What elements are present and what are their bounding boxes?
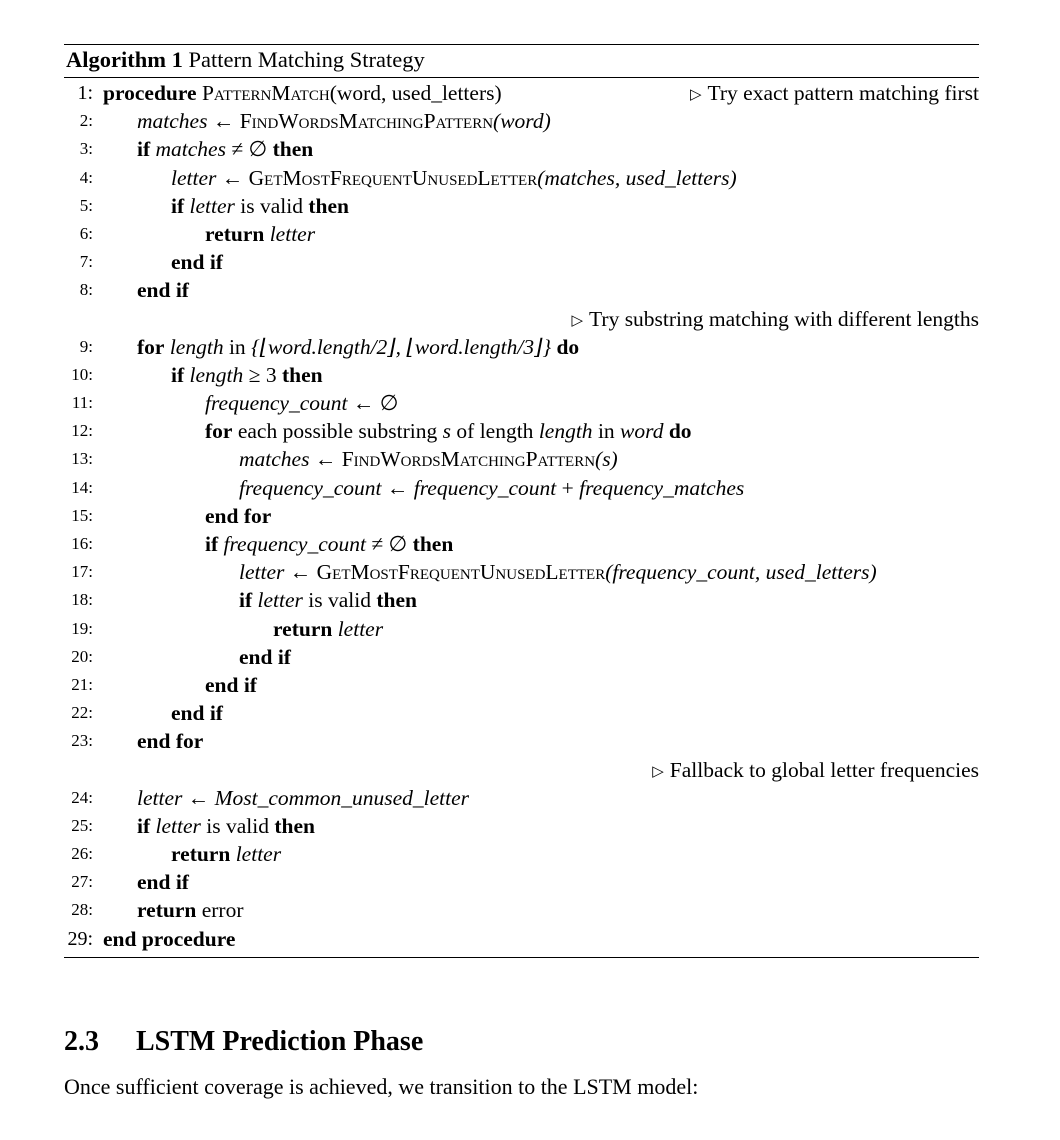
keyword-then: then [272, 137, 314, 162]
line-code [205, 220, 315, 248]
line-code [239, 445, 618, 473]
algorithm-line [64, 474, 979, 502]
keyword-do: do [668, 419, 692, 444]
text-in: in [228, 334, 246, 359]
line-code [205, 671, 257, 699]
operator: ≠ ∅ [231, 137, 268, 162]
algorithm-comment [571, 305, 979, 336]
line-number: 4: [79, 167, 93, 187]
keyword-end-if: end if [137, 870, 189, 895]
operator: ≠ ∅ [371, 532, 408, 556]
keyword-end-if: end if [205, 672, 257, 697]
line-number: 22: [71, 703, 93, 723]
var-letter: letter [155, 813, 201, 838]
keyword-if: if [239, 588, 253, 613]
line-number: 14: [71, 477, 93, 497]
line-number: 23: [71, 731, 93, 751]
var-matches: matches [155, 137, 226, 162]
keyword-end-procedure: end procedure [103, 926, 236, 951]
set-expression: {⌊word.length/2⌋, ⌊word.length/3⌋} [251, 334, 552, 359]
var-letter: letter [239, 560, 285, 585]
var-s: s [442, 419, 452, 444]
comment-text: Fallback to global letter frequencies [669, 757, 979, 782]
var-letter: letter [189, 193, 235, 218]
function-args: (frequency_count, used_letters) [605, 560, 877, 585]
function-name: GetMostFrequentUnusedLetter [248, 165, 538, 190]
algorithm-line [64, 220, 979, 248]
empty-set: ∅ [379, 391, 399, 416]
assign-arrow: ← [352, 391, 375, 416]
assign-arrow: ← [221, 165, 244, 190]
keyword-end-if: end if [239, 644, 291, 669]
comment-triangle-icon: ▷ [689, 87, 702, 103]
keyword-end-if: end if [171, 701, 223, 726]
var-letter: letter [235, 842, 282, 867]
line-code [171, 248, 223, 276]
line-code [137, 868, 189, 896]
line-code [171, 699, 223, 727]
bottom-rule [64, 957, 979, 958]
algorithm-line [64, 868, 979, 896]
line-number: 8: [79, 280, 93, 300]
section-paragraph: Once sufficient coverage is achieved, we transition to the LSTM model: [64, 1074, 699, 1099]
line-code [103, 79, 502, 107]
algorithm-line [64, 840, 979, 868]
algorithm-line [64, 417, 979, 445]
algorithm-comment-line [64, 305, 979, 333]
function-args: (matches, used_letters) [537, 165, 737, 190]
keyword-procedure: procedure [103, 81, 197, 105]
algorithm-line [64, 248, 979, 276]
algorithm-line [64, 361, 979, 389]
comment-triangle-icon: ▷ [652, 763, 664, 780]
line-number: 15: [71, 505, 93, 525]
algorithm-caption [64, 45, 979, 77]
function-name: FindWordsMatchingPattern [239, 109, 494, 134]
algorithm-line [64, 615, 979, 643]
line-code [137, 896, 243, 924]
line-number: 24: [71, 787, 93, 807]
function-args: (s) [595, 447, 618, 472]
line-number: 27: [71, 872, 93, 892]
keyword-if: if [171, 362, 185, 387]
var-length: length [538, 419, 593, 444]
algorithm-line [64, 643, 979, 671]
keyword-for: for [205, 419, 233, 444]
line-code [137, 333, 579, 361]
keyword-end-for: end for [137, 729, 204, 754]
algorithm-line [64, 333, 979, 361]
line-number: 9: [79, 336, 93, 356]
algorithm-line [64, 276, 979, 304]
var-frequency-count: frequency_count [223, 532, 366, 556]
keyword-end-if: end if [171, 250, 223, 275]
text-error: error [201, 898, 244, 923]
text-for-each: each possible substring [237, 419, 438, 444]
var-length: length [169, 334, 224, 359]
var-word: word [620, 419, 664, 444]
section-title: LSTM Prediction Phase [136, 1026, 424, 1057]
keyword-then: then [412, 532, 454, 556]
algorithm-line [64, 530, 979, 558]
algorithm-line [64, 586, 979, 614]
keyword-if: if [205, 532, 219, 556]
algorithm-comment [690, 79, 979, 110]
var-frequency-matches: frequency_matches [579, 475, 745, 500]
var-matches: matches [239, 447, 310, 472]
algorithm-line [64, 135, 979, 163]
function-args: (word) [493, 109, 551, 134]
keyword-do: do [556, 334, 580, 359]
algorithm-line [64, 699, 979, 727]
section-number: 2.3 [64, 1026, 99, 1057]
assign-arrow: ← [289, 560, 312, 585]
var-frequency-count: frequency_count [413, 475, 557, 500]
operator-plus: + [561, 475, 574, 500]
algorithm-line [64, 896, 979, 924]
line-number: 1: [77, 82, 93, 104]
algorithm-line [64, 389, 979, 417]
algorithm-label: Algorithm 1 [66, 47, 183, 72]
line-code [137, 276, 189, 304]
procedure-params: (word, used_letters) [329, 81, 502, 105]
text-is-valid: is valid [308, 588, 371, 613]
line-code [171, 840, 281, 868]
operator: ≥ 3 [248, 362, 277, 387]
text-is-valid: is valid [206, 813, 269, 838]
text-of-length: of length [456, 419, 534, 444]
line-number: 25: [71, 815, 93, 835]
keyword-end-if: end if [137, 278, 189, 303]
algorithm-line [64, 445, 979, 473]
algorithm-line [64, 107, 979, 135]
comment-text: Try substring matching with different lengths [589, 306, 979, 331]
procedure-name: PatternMatch [201, 81, 330, 105]
keyword-return: return [137, 898, 197, 923]
line-number: 5: [79, 195, 93, 215]
line-code [205, 417, 692, 445]
assign-arrow: ← [212, 109, 235, 134]
section-heading [64, 1026, 423, 1058]
algorithm-comment-line [64, 756, 979, 784]
line-code [239, 474, 744, 502]
line-code [171, 192, 349, 220]
var-letter: letter [269, 221, 316, 246]
line-number: 12: [71, 421, 93, 441]
keyword-return: return [171, 842, 231, 867]
line-number: 6: [79, 223, 93, 243]
line-number: 3: [79, 139, 93, 159]
keyword-if: if [171, 193, 185, 218]
var-matches: matches [137, 109, 208, 134]
assign-arrow: ← [386, 475, 409, 500]
line-code [137, 812, 315, 840]
algorithm-line [64, 558, 979, 586]
keyword-then: then [274, 813, 315, 838]
var-most-common: Most_common_unused_letter [214, 785, 470, 810]
line-number: 13: [71, 449, 93, 469]
line-number: 16: [71, 534, 93, 553]
assign-arrow: ← [314, 447, 337, 472]
var-letter: letter [257, 588, 303, 613]
line-number: 7: [79, 252, 93, 272]
line-number: 11: [71, 393, 93, 413]
line-number: 19: [71, 618, 93, 638]
keyword-end-for: end for [205, 503, 272, 528]
algorithm-comment [652, 756, 979, 787]
line-code [205, 389, 398, 417]
line-code [171, 361, 323, 389]
line-code [239, 586, 417, 614]
line-number: 17: [71, 562, 93, 582]
function-name: FindWordsMatchingPattern [341, 447, 596, 472]
keyword-then: then [308, 193, 349, 218]
line-code [239, 558, 877, 586]
line-code [137, 784, 469, 812]
line-code [137, 135, 313, 163]
line-code [205, 502, 271, 530]
algorithm-line [64, 812, 979, 840]
algorithm-line [64, 79, 979, 107]
line-code [205, 530, 453, 558]
var-frequency-count: frequency_count [205, 391, 348, 416]
algorithm-lines [64, 78, 979, 957]
keyword-then: then [376, 588, 417, 613]
keyword-return: return [273, 616, 333, 641]
line-number: 18: [71, 590, 93, 610]
text-in: in [597, 419, 615, 444]
var-frequency-count: frequency_count [239, 475, 382, 500]
var-letter: letter [171, 165, 217, 190]
line-number: 29: [67, 927, 93, 950]
algorithm-line [64, 502, 979, 530]
assign-arrow: ← [187, 785, 210, 810]
text-is-valid: is valid [240, 193, 303, 218]
line-number: 28: [71, 900, 93, 920]
var-length: length [189, 362, 244, 387]
keyword-then: then [281, 362, 323, 387]
var-letter: letter [137, 785, 183, 810]
line-number: 20: [71, 646, 93, 666]
function-name: GetMostFrequentUnusedLetter [316, 560, 606, 585]
algorithm-block [64, 44, 979, 958]
comment-text: Try exact pattern matching first [707, 81, 979, 105]
algorithm-line [64, 671, 979, 699]
line-number: 26: [71, 844, 93, 864]
line-code [239, 643, 291, 671]
line-code [137, 727, 203, 755]
keyword-return: return [205, 221, 265, 246]
line-code [171, 164, 737, 192]
keyword-if: if [137, 137, 151, 162]
line-number: 10: [71, 364, 93, 384]
line-number: 2: [79, 111, 93, 131]
line-number: 21: [71, 674, 93, 694]
algorithm-line [64, 192, 979, 220]
algorithm-line [64, 727, 979, 755]
var-letter: letter [337, 616, 384, 641]
algorithm-line [64, 784, 979, 812]
keyword-if: if [137, 813, 151, 838]
line-code [103, 925, 235, 953]
algorithm-line [64, 164, 979, 192]
keyword-for: for [137, 334, 165, 359]
line-code [273, 615, 383, 643]
algorithm-line [64, 925, 979, 953]
comment-triangle-icon: ▷ [571, 312, 584, 329]
algorithm-title: Pattern Matching Strategy [188, 47, 425, 72]
line-code [137, 107, 551, 135]
